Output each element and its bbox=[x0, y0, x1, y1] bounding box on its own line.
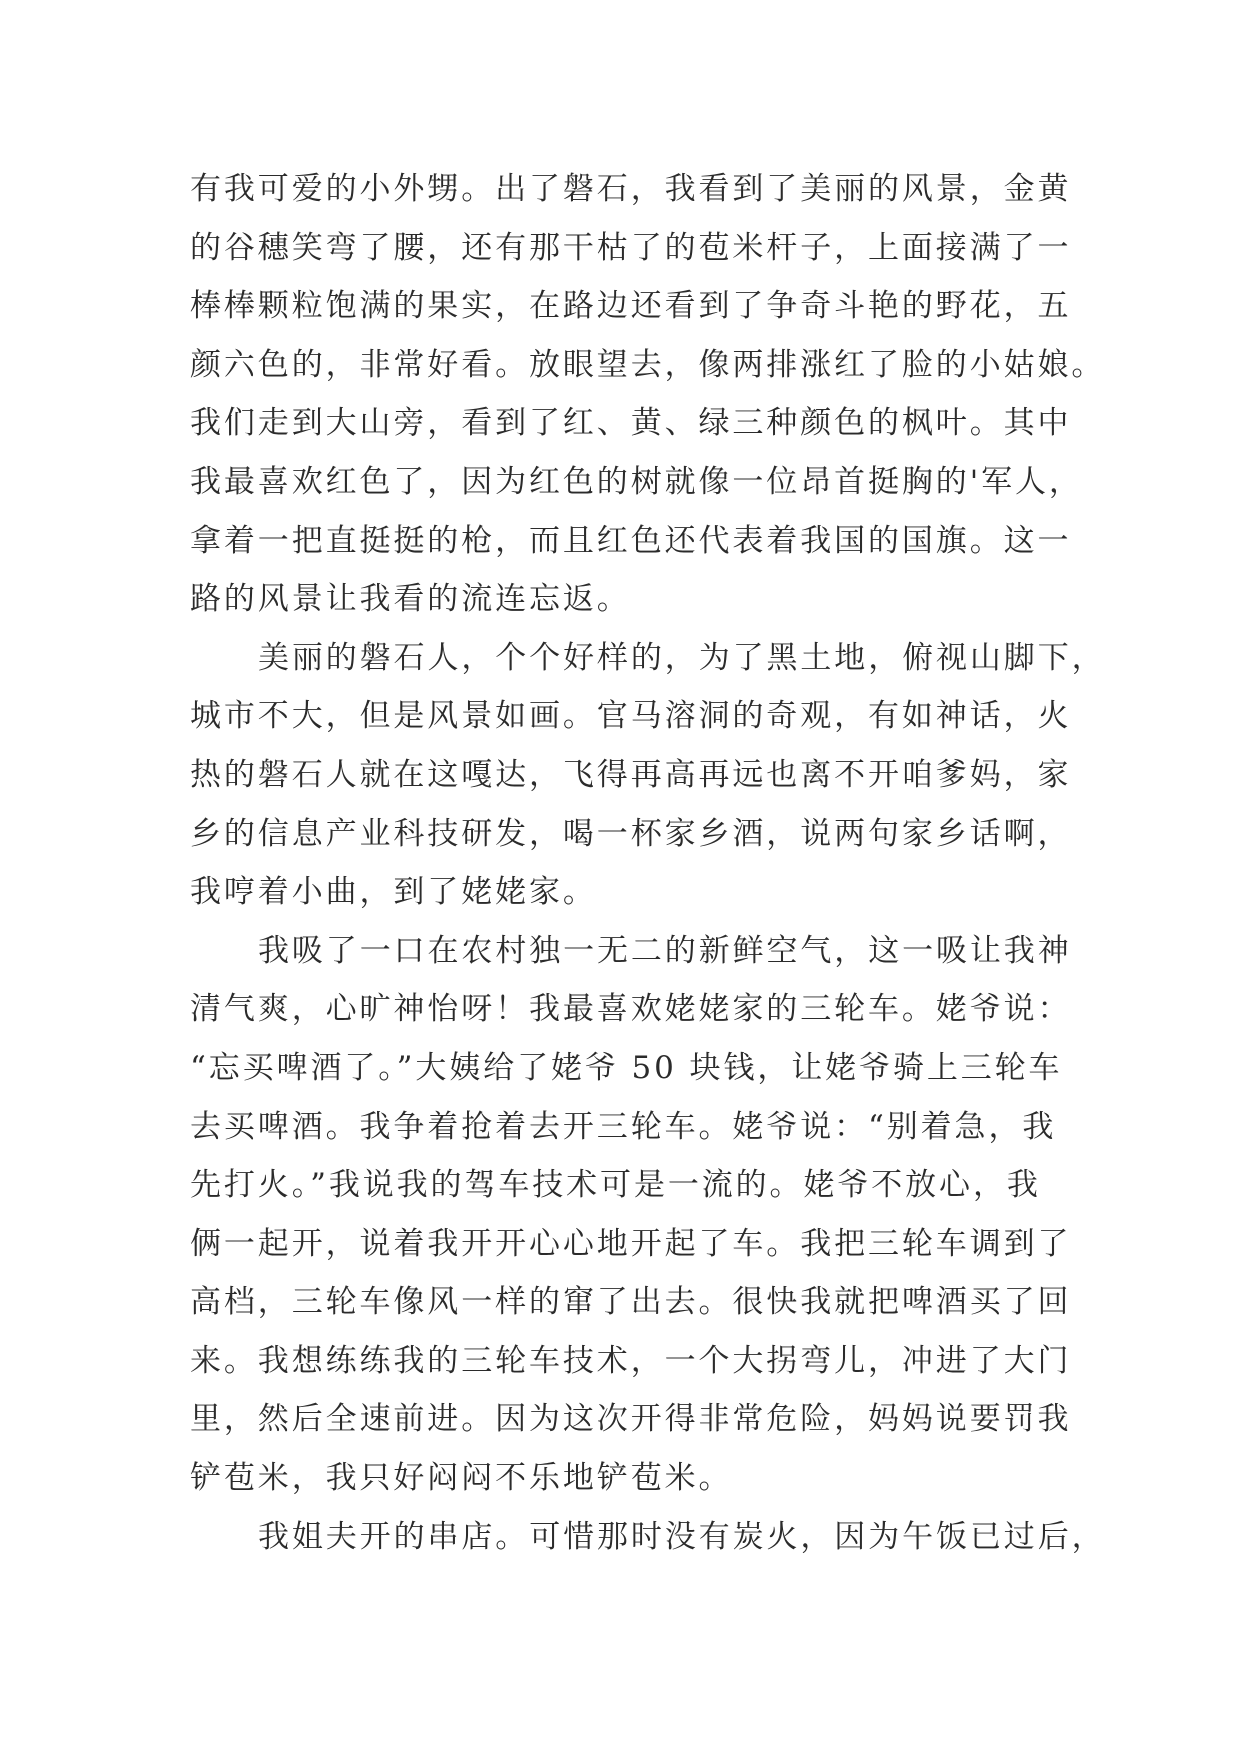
text-line: 高档，三轮车像风一样的窜了出去。很快我就把啤酒买了回 bbox=[190, 1284, 1072, 1321]
text-line: 俩一起开，说着我开开心心地开起了车。我把三轮车调到了 bbox=[190, 1225, 1072, 1262]
text-line: 我最喜欢红色了，因为红色的树就像一位昂首挺胸的'军人， bbox=[190, 463, 1083, 500]
text-line: 铲苞米，我只好闷闷不乐地铲苞米。 bbox=[190, 1460, 733, 1497]
text-line: 我们走到大山旁，看到了红、黄、绿三种颜色的枫叶。其中 bbox=[190, 405, 1072, 442]
text-line: 清气爽，心旷神怡呀！我最喜欢姥姥家的三轮车。姥爷说： bbox=[190, 991, 1072, 1028]
text-line: 路的风景让我看的流连忘返。 bbox=[190, 581, 631, 618]
text-line: 先打火。”我说我的驾车技术可是一流的。姥爷不放心，我 bbox=[190, 1167, 1041, 1204]
text-line: 我吸了一口在农村独一无二的新鲜空气，这一吸让我神 bbox=[258, 932, 1072, 969]
text-line: 城市不大，但是风景如画。官马溶洞的奇观，有如神话，火 bbox=[190, 698, 1072, 735]
text-line: 热的磐石人就在这嘎达，飞得再高再远也离不开咱爹妈，家 bbox=[190, 756, 1072, 793]
text-line: 乡的信息产业科技研发，喝一杯家乡酒，说两句家乡话啊， bbox=[190, 815, 1072, 852]
text-line: “忘买啤酒了。”大姨给了姥爷 50 块钱，让姥爷骑上三轮车 bbox=[190, 1049, 1063, 1086]
paragraph-3 bbox=[190, 922, 1072, 1508]
text-line: 美丽的磐石人，个个好样的，为了黑土地，俯视山脚下， bbox=[258, 639, 1106, 676]
text-line: 里，然后全速前进。因为这次开得非常危险，妈妈说要罚我 bbox=[190, 1401, 1072, 1438]
text-line: 来。我想练练我的三轮车技术，一个大拐弯儿，冲进了大门 bbox=[190, 1342, 1072, 1379]
text-line: 我姐夫开的串店。可惜那时没有炭火，因为午饭已过后， bbox=[258, 1518, 1106, 1555]
document-body bbox=[190, 160, 1106, 1566]
text-line: 拿着一把直挺挺的枪，而且红色还代表着我国的国旗。这一 bbox=[190, 522, 1072, 559]
text-line: 颜六色的，非常好看。放眼望去，像两排涨红了脸的小姑娘。 bbox=[190, 346, 1106, 383]
text-line: 棒棒颗粒饱满的果实，在路边还看到了争奇斗艳的野花，五 bbox=[190, 288, 1072, 325]
text-line: 有我可爱的小外甥。出了磐石，我看到了美丽的风景，金黄 bbox=[190, 171, 1072, 207]
paragraph-1 bbox=[190, 160, 1106, 629]
text-line: 的谷穗笑弯了腰，还有那干枯了的苞米杆子，上面接满了一 bbox=[190, 229, 1072, 266]
paragraph-2 bbox=[190, 629, 1106, 922]
text-line: 去买啤酒。我争着抢着去开三轮车。姥爷说：“别着急，我 bbox=[190, 1108, 1057, 1145]
text-line: 我哼着小曲，到了姥姥家。 bbox=[190, 874, 597, 911]
paragraph-4 bbox=[190, 1508, 1106, 1567]
